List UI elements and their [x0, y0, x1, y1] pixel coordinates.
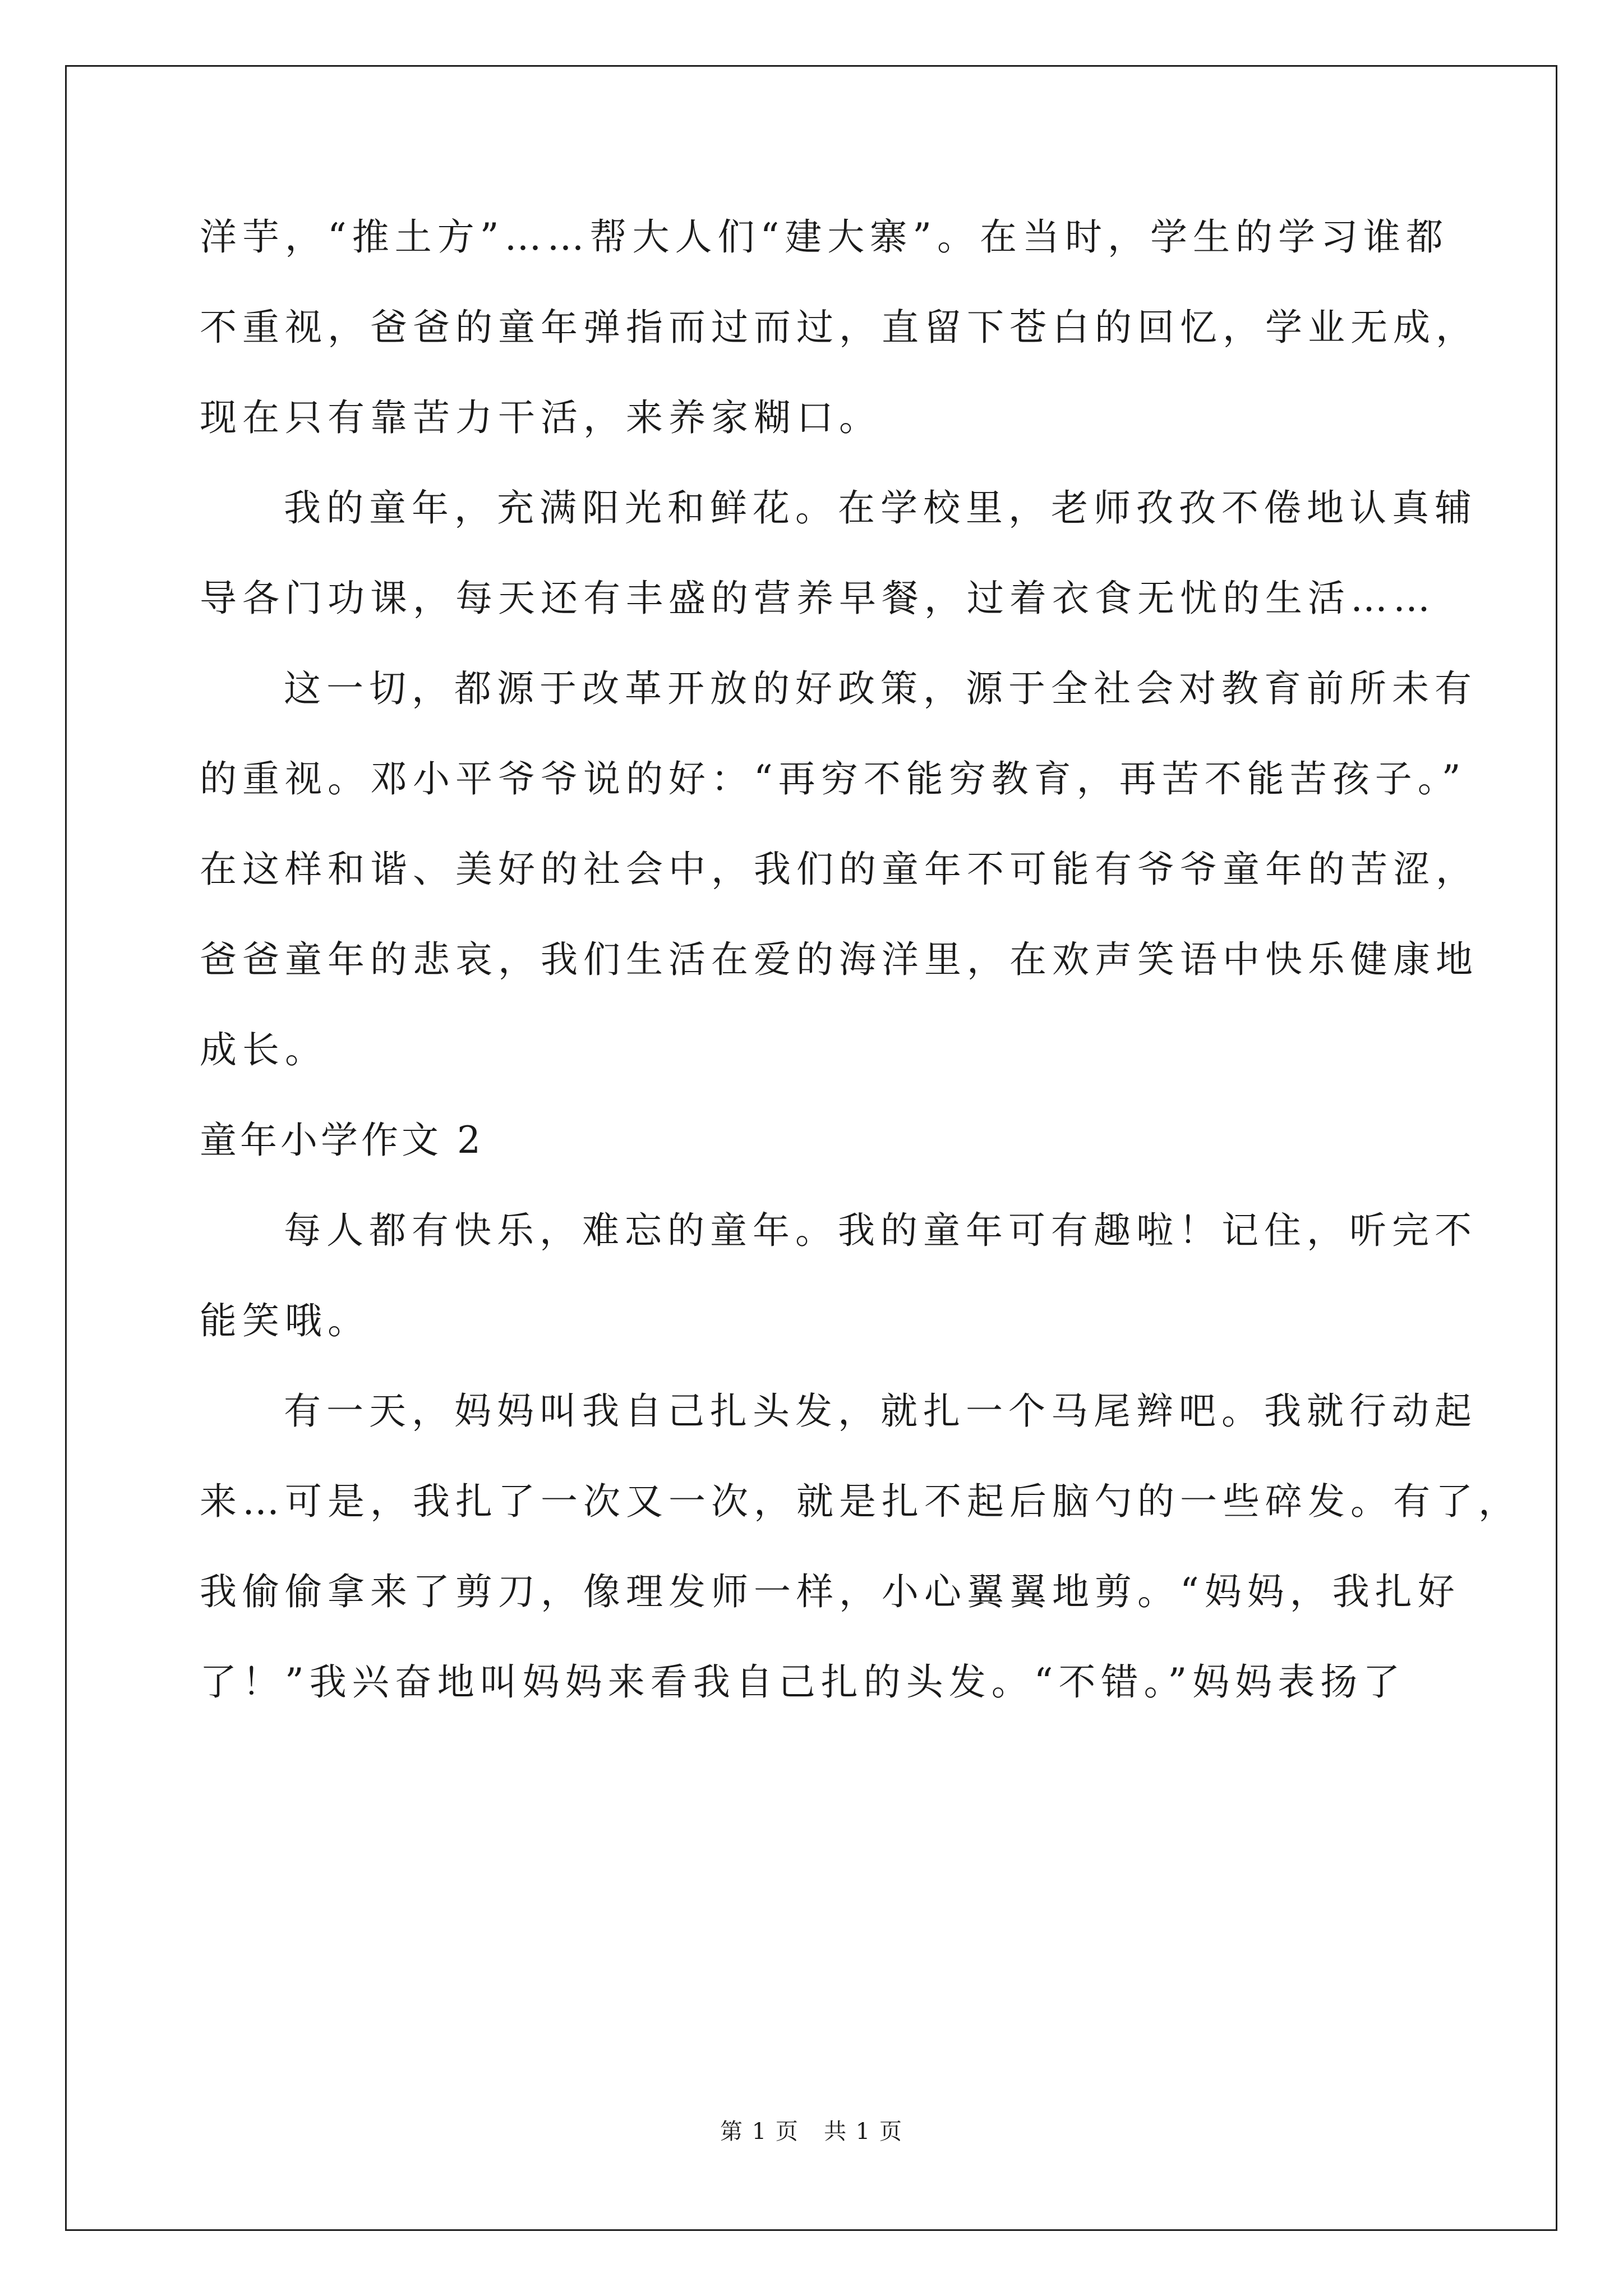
- text-line: 有一天，妈妈叫我自己扎头发，就扎一个马尾辫吧。我就行动起: [284, 1389, 1477, 1433]
- text-line: 不重视，爸爸的童年弹指而过而过，直留下苍白的回忆，学业无成，: [200, 306, 1478, 349]
- text-line: 导各门功课，每天还有丰盛的营养早餐，过着衣食无忧的生活……: [200, 577, 1436, 620]
- text-line: 我的童年，充满阳光和鲜花。在学校里，老师孜孜不倦地认真辅: [284, 486, 1477, 530]
- text-line: 成长。: [200, 1028, 328, 1071]
- text-line: 洋芋，“推土方”……帮大人们“建大寨”。在当时，学生的学习谁都: [200, 215, 1449, 259]
- text-line: 我偷偷拿来了剪刀，像理发师一样，小心翼翼地剪。“妈妈，我扎好: [200, 1570, 1460, 1613]
- page-footer: [0, 2120, 1623, 2143]
- section-heading: 童年小学作文 2: [200, 1119, 484, 1162]
- page-total: 共 1 页: [824, 2119, 903, 2145]
- page-number: 第 1 页: [720, 2119, 799, 2145]
- text-line: 能笑哦。: [200, 1299, 370, 1342]
- text-line: 来…可是，我扎了一次又一次，就是扎不起后脑勺的一些碎发。有了，: [200, 1480, 1521, 1523]
- document-body: [200, 215, 1521, 1754]
- text-line: 的重视。邓小平爷爷说的好：“再穷不能穷教育，再苦不能苦孩子。”: [200, 757, 1467, 800]
- text-line: 在这样和谐、美好的社会中，我们的童年不可能有爷爷童年的苦涩，: [200, 848, 1478, 891]
- text-line: 这一切，都源于改革开放的好政策，源于全社会对教育前所未有: [284, 667, 1477, 710]
- text-line: 爸爸童年的悲哀，我们生活在爱的海洋里，在欢声笑语中快乐健康地: [200, 938, 1478, 981]
- text-line: 每人都有快乐，难忘的童年。我的童年可有趣啦！记住，听完不: [284, 1209, 1477, 1252]
- text-line: 了！”我兴奋地叫妈妈来看我自己扎的头发。“不错。”妈妈表扬了: [200, 1660, 1406, 1704]
- text-line: 现在只有靠苦力干活，来养家糊口。: [200, 396, 882, 439]
